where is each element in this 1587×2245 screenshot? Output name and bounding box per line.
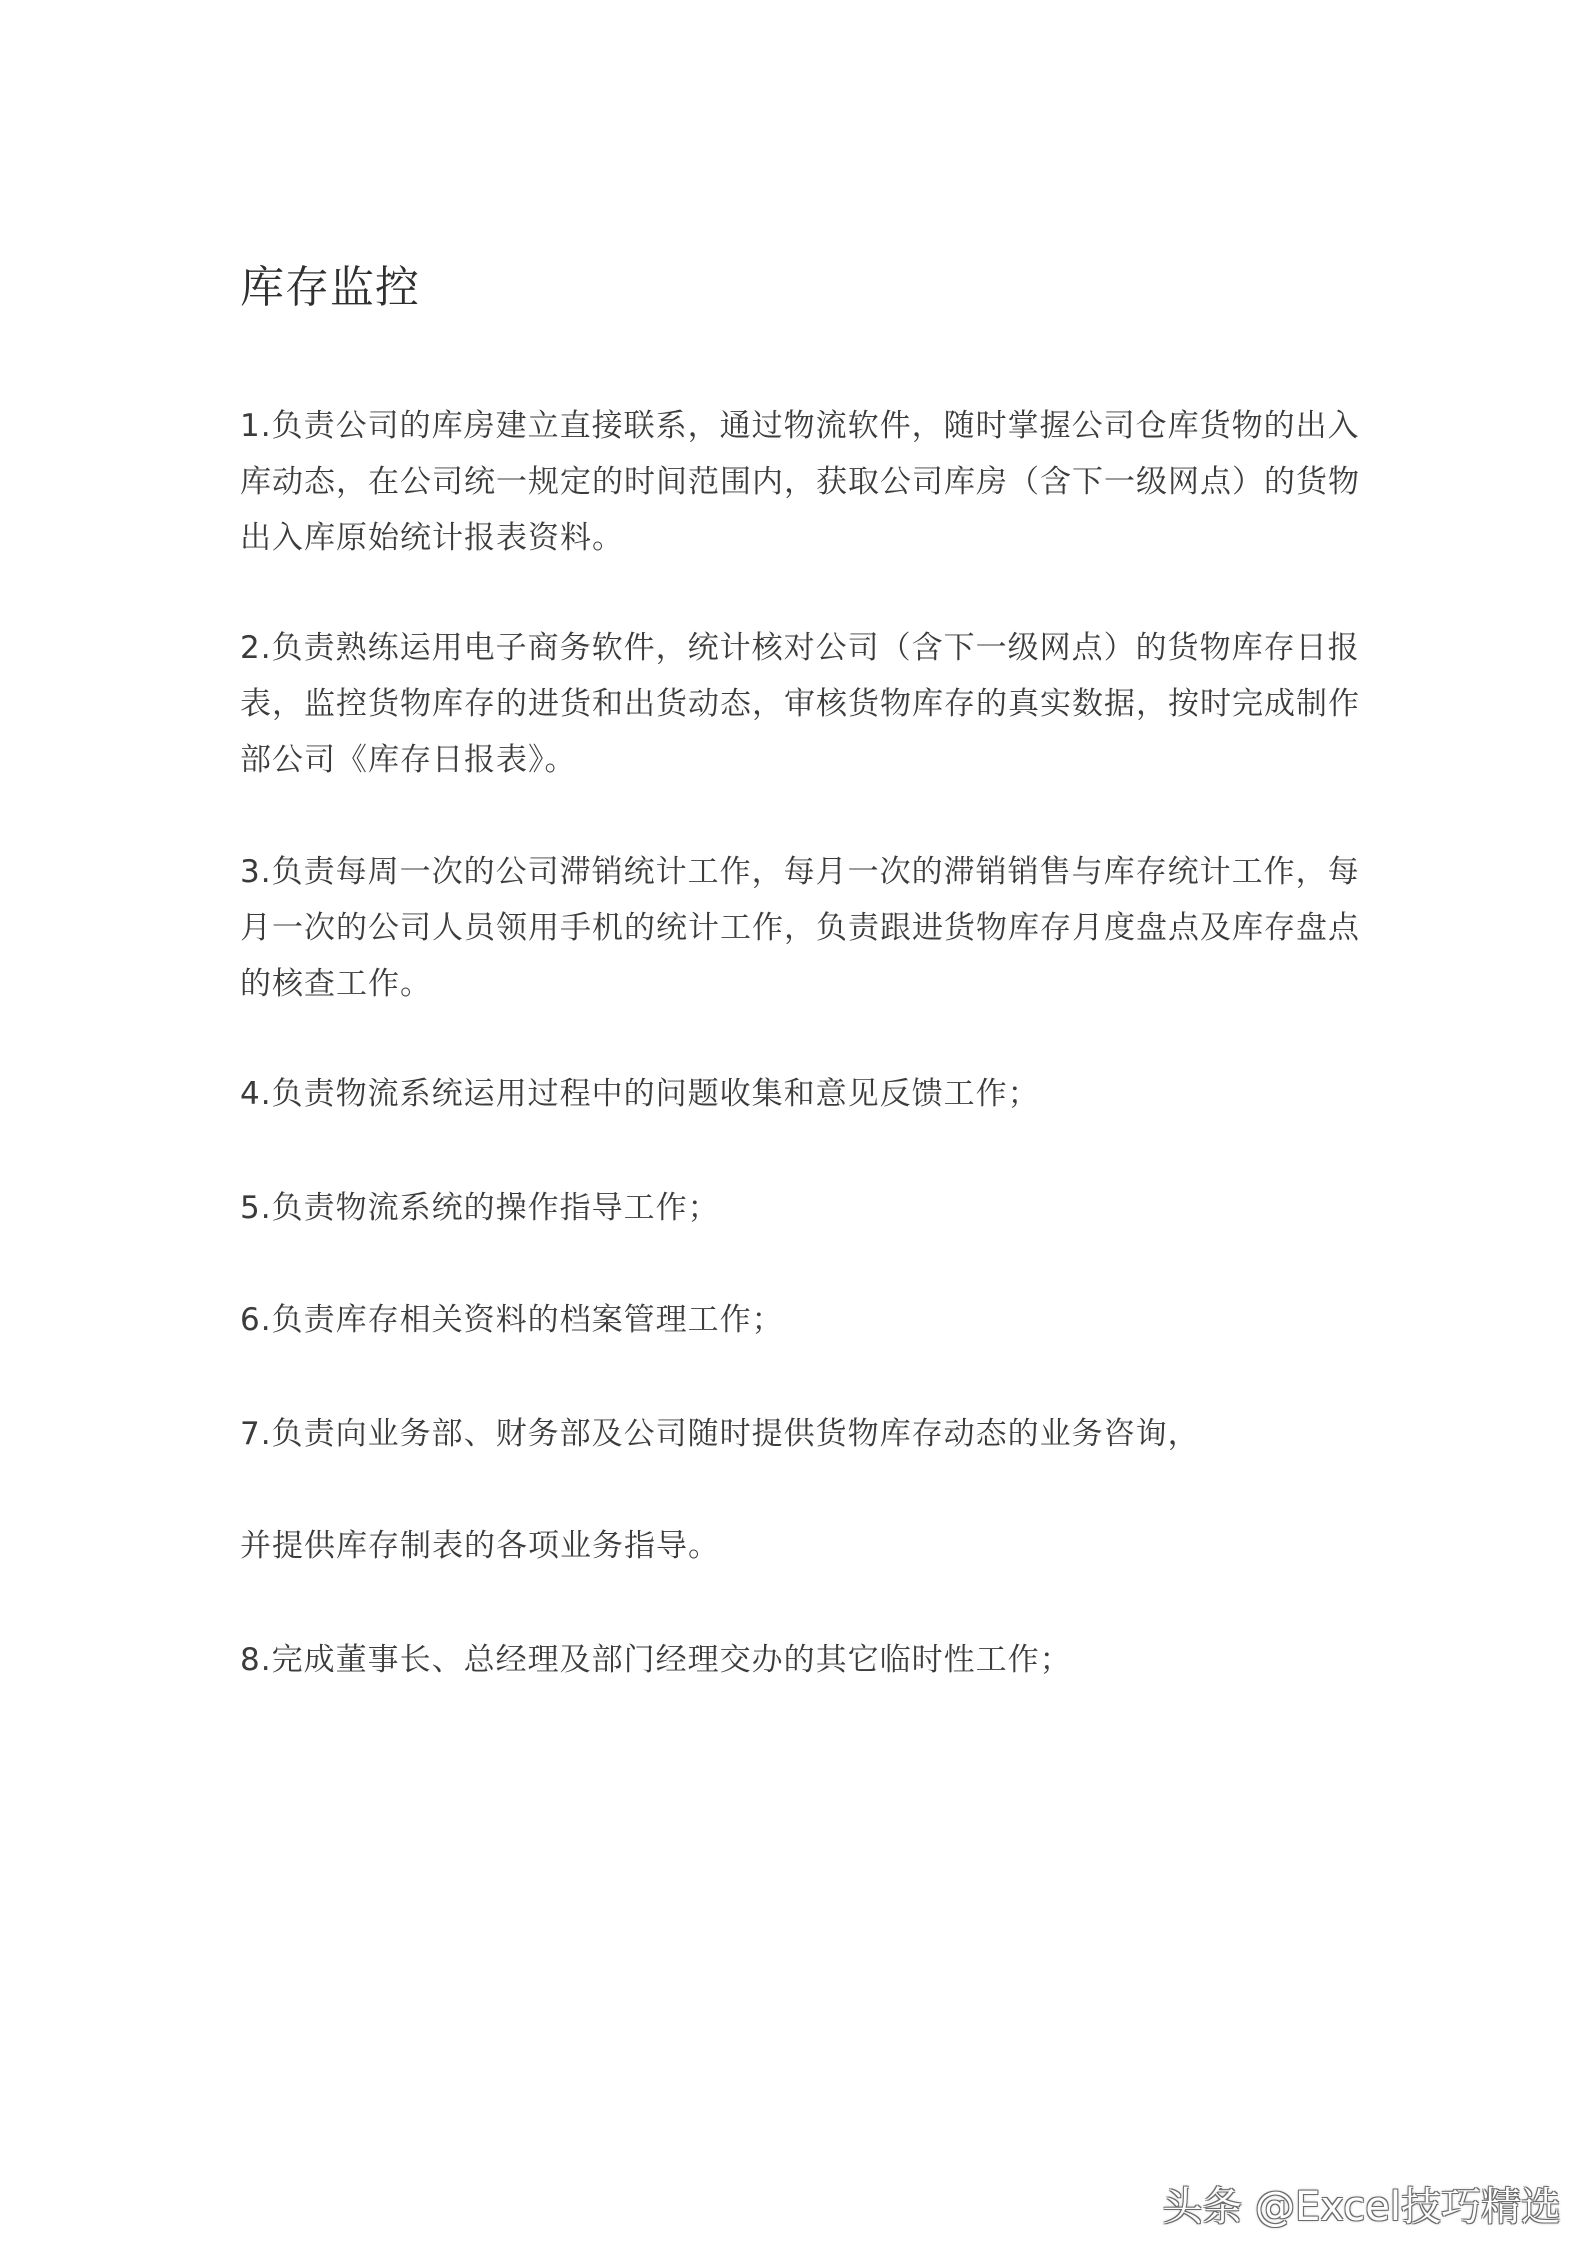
paragraph-8: 8.完成董事长、总经理及部门经理交办的其它临时性工作；	[240, 1642, 1072, 1678]
paragraph-6: 6.负责库存相关资料的档案管理工作；	[240, 1302, 784, 1338]
paragraph-3: 3.负责每周一次的公司滞销统计工作，每月一次的滞销销售与库存统计工作，每月一次的公司人员领用手机的统计工作，负责跟进货物库存月度盘点及库存盘点的核查工作。	[240, 854, 1360, 1002]
paragraph-7-continued: 并提供库存制表的各项业务指导。	[240, 1528, 720, 1564]
document-title: 库存监控	[240, 262, 420, 313]
paragraph-2: 2.负责熟练运用电子商务软件，统计核对公司（含下一级网点）的货物库存日报表，监控货物库存的进货和出货动态，审核货物库存的真实数据，按时完成制作部公司《库存日报表》。	[240, 630, 1360, 778]
paragraph-5: 5.负责物流系统的操作指导工作；	[240, 1190, 720, 1226]
paragraph-4: 4.负责物流系统运用过程中的问题收集和意见反馈工作；	[240, 1076, 1040, 1112]
watermark: 头条 @Excel技巧精选	[1162, 2184, 1561, 2230]
paragraph-7: 7.负责向业务部、财务部及公司随时提供货物库存动态的业务咨询，	[240, 1416, 1200, 1452]
paragraph-1: 1.负责公司的库房建立直接联系，通过物流软件，随时掌握公司仓库货物的出入库动态，在公司统一规定的时间范围内，获取公司库房（含下一级网点）的货物出入库原始统计报表资料。	[240, 408, 1360, 556]
